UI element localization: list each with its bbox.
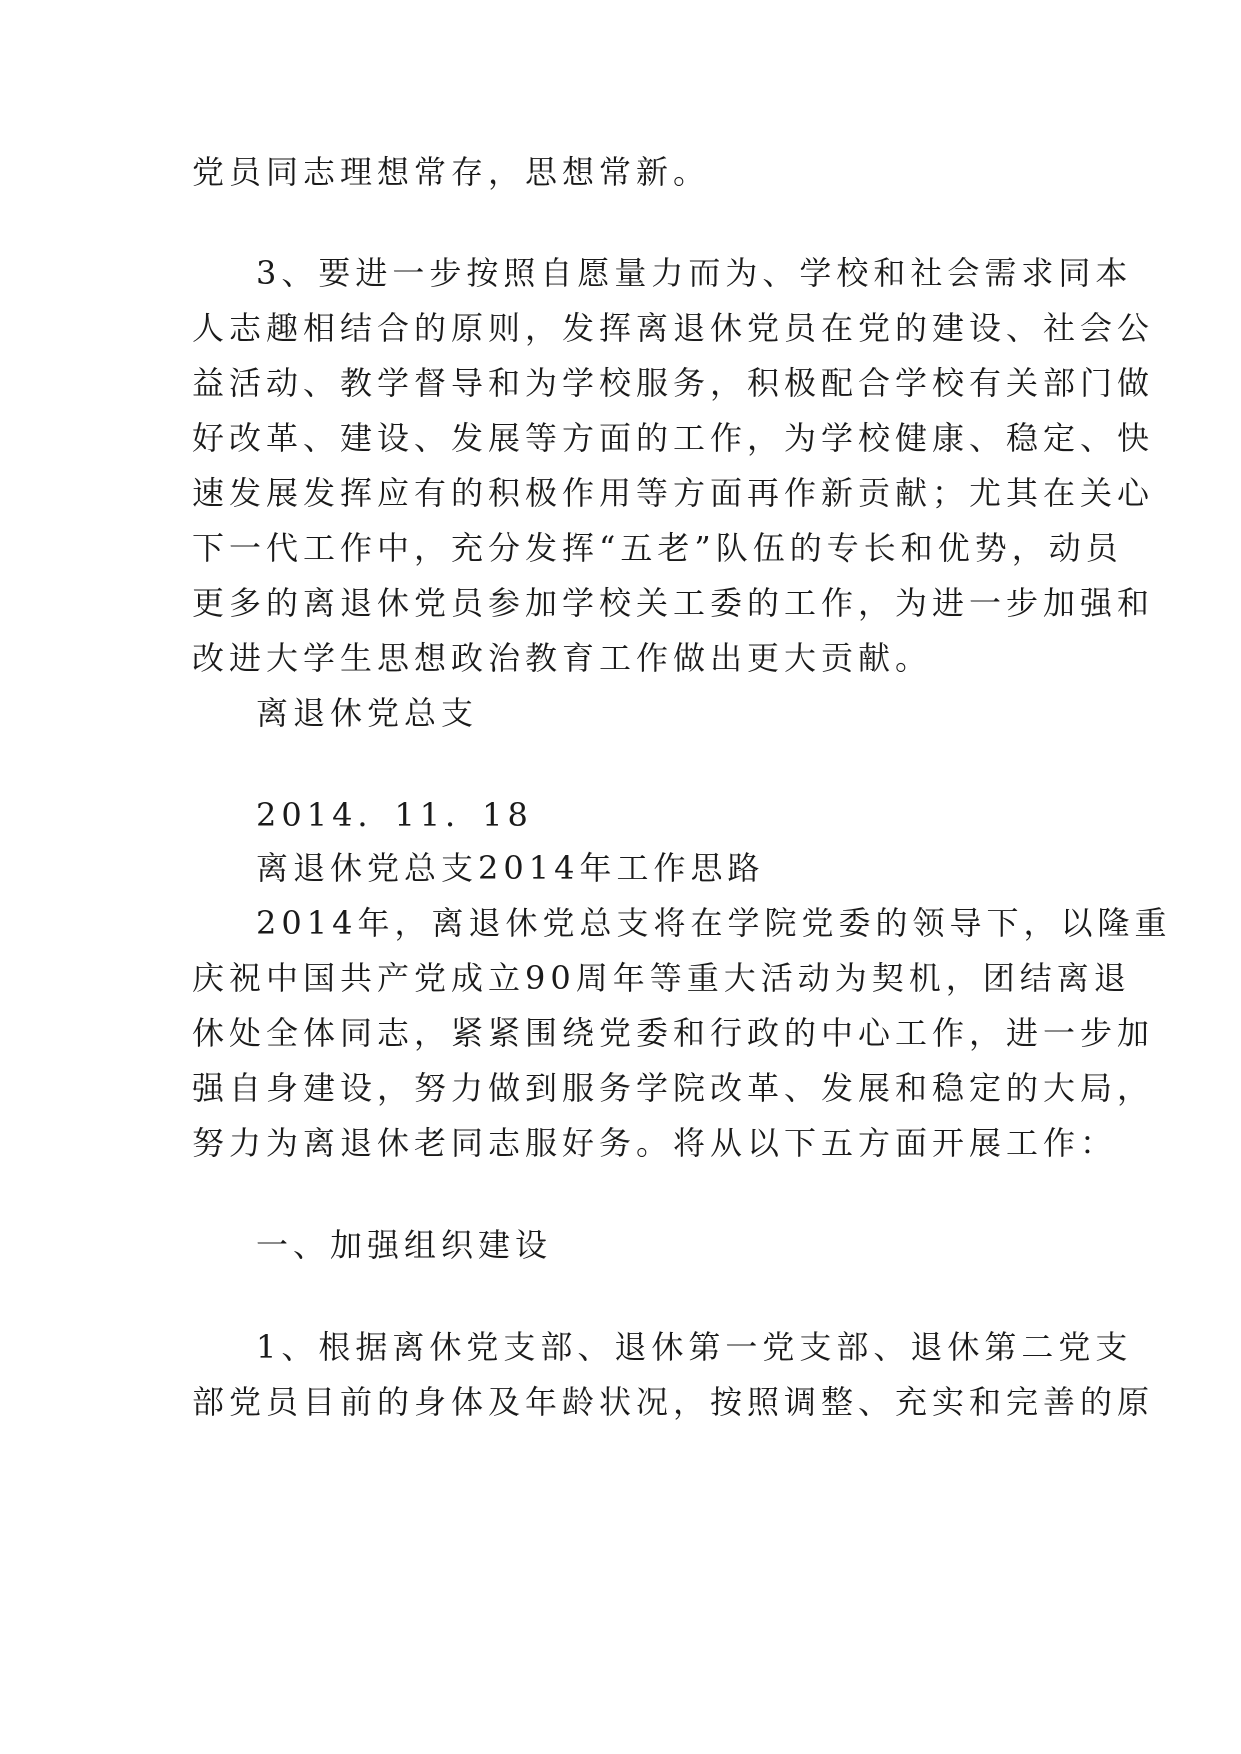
paragraph-line: 好改革、建设、发展等方面的工作，为学校健康、稳定、快	[192, 419, 1155, 457]
paragraph-line: 速发展发挥应有的积极作用等方面再作新贡献；尤其在关心	[192, 474, 1155, 512]
paragraph-line: 人志趣相结合的原则，发挥离退休党员在党的建设、社会公	[192, 309, 1155, 347]
paragraph-line: 党员同志理想常存，思想常新。	[192, 153, 711, 191]
paragraph-line: 部党员目前的身体及年龄状况，按照调整、充实和完善的原	[192, 1383, 1155, 1421]
paragraph-line: 庆祝中国共产党成立90周年等重大活动为契机，团结离退	[192, 959, 1131, 997]
section-title: 离退休党总支2014年工作思路	[256, 849, 765, 887]
paragraph-line: 1、根据离休党支部、退休第一党支部、退休第二党支	[256, 1328, 1133, 1366]
paragraph-line: 休处全体同志，紧紧围绕党委和行政的中心工作，进一步加	[192, 1014, 1155, 1052]
paragraph-line: 改进大学生思想政治教育工作做出更大贡献。	[192, 639, 933, 677]
signature-line: 离退休党总支	[256, 694, 479, 732]
paragraph-line: 3、要进一步按照自愿量力而为、学校和社会需求同本	[256, 254, 1133, 292]
paragraph-line: 强自身建设，努力做到服务学院改革、发展和稳定的大局，	[192, 1069, 1155, 1107]
paragraph-line: 努力为离退休老同志服好务。将从以下五方面开展工作：	[192, 1124, 1118, 1162]
section-heading: 一、加强组织建设	[256, 1226, 553, 1264]
paragraph-line: 2014年，离退休党总支将在学院党委的领导下，以隆重	[256, 904, 1172, 942]
paragraph-line: 益活动、教学督导和为学校服务，积极配合学校有关部门做	[192, 364, 1155, 402]
paragraph-line: 下一代工作中，充分发挥“五老”队伍的专长和优势，动员	[192, 529, 1123, 567]
date-line: 2014．11．18	[256, 796, 533, 834]
paragraph-line: 更多的离退休党员参加学校关工委的工作，为进一步加强和	[192, 584, 1155, 622]
